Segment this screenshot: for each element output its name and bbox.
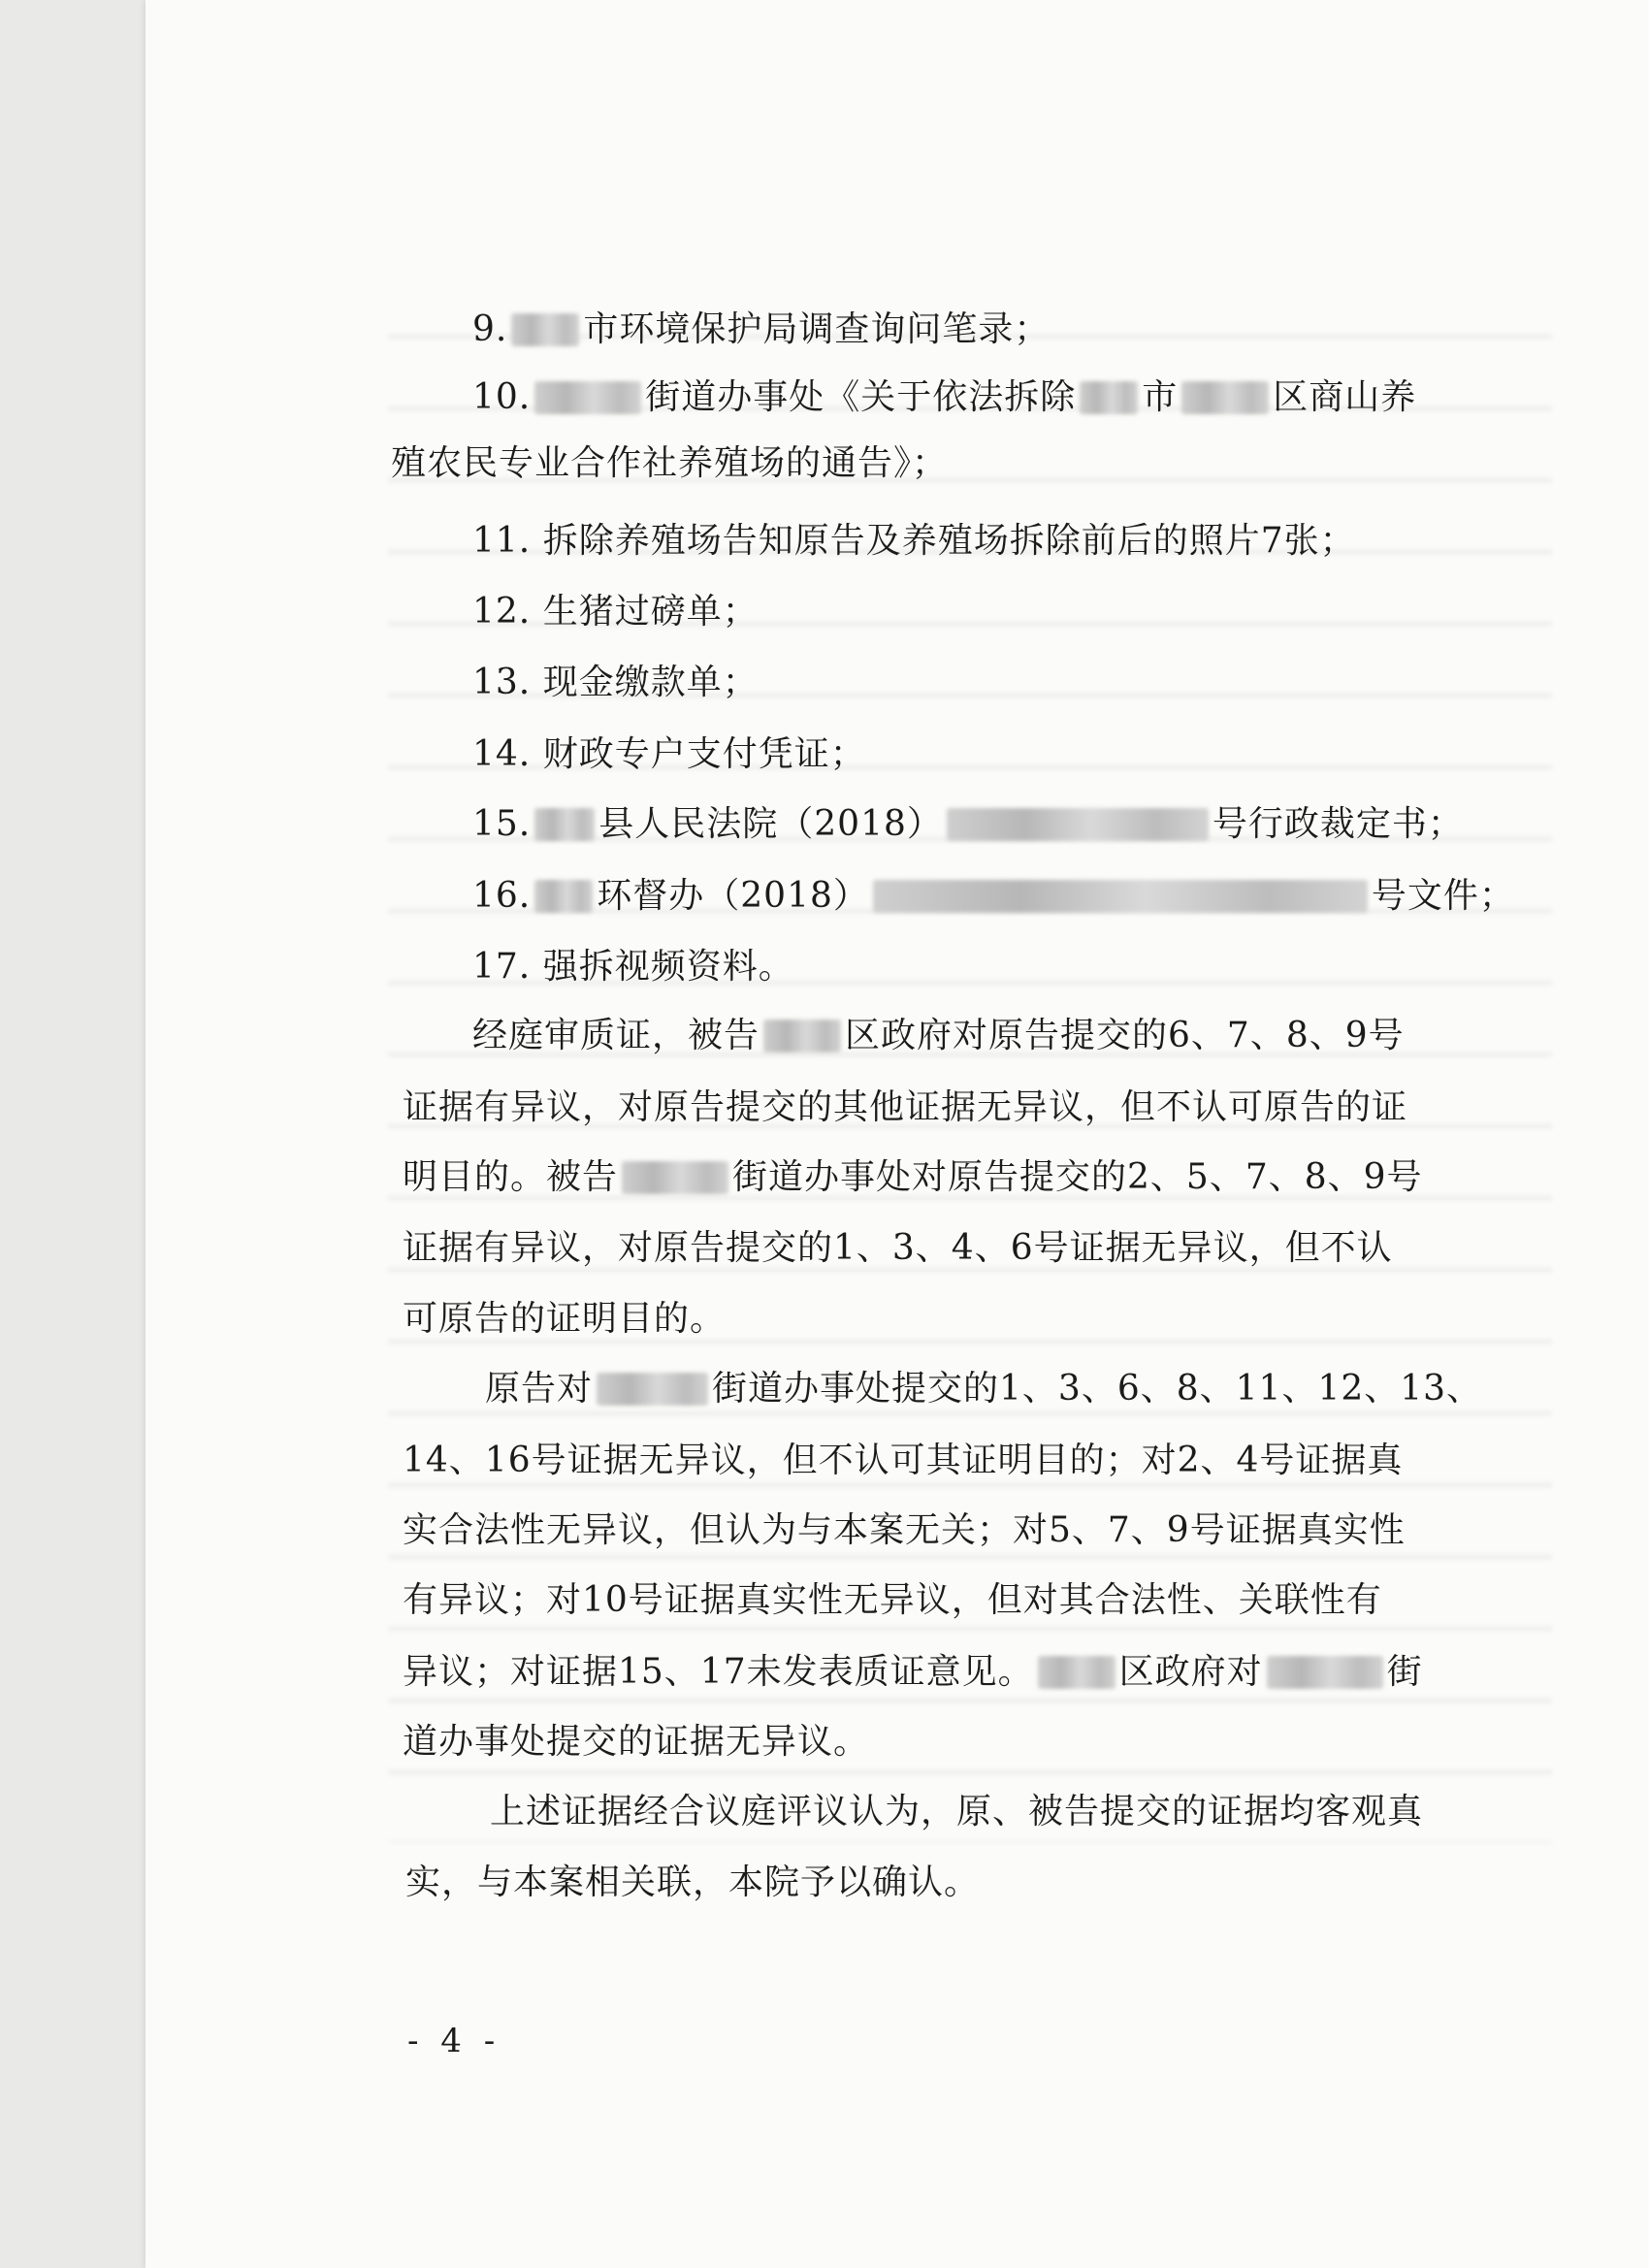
redaction <box>511 313 579 346</box>
paragraph-text: 区政府对原告提交的6、7、8、9号 <box>845 1016 1405 1055</box>
redaction <box>597 1373 708 1406</box>
list-item-9 <box>472 307 1050 353</box>
paragraph-text: 街道办事处对原告提交的2、5、7、8、9号 <box>732 1157 1423 1197</box>
item-number: 10. <box>472 377 532 417</box>
page-number: - 4 - <box>407 2022 501 2060</box>
paragraph-2-line-3 <box>403 1507 1406 1554</box>
paragraph-text: 证据有异议，对原告提交的其他证据无异议，但不认可原告的证 <box>403 1087 1408 1127</box>
paragraph-text: 异议；对证据15、17未发表质证意见。 <box>403 1652 1034 1692</box>
redaction <box>1267 1656 1383 1689</box>
item-number: 9. <box>472 309 508 349</box>
list-item-12 <box>472 589 759 635</box>
paragraph-text: 区政府对 <box>1118 1652 1263 1692</box>
paragraph-text: 实合法性无异议，但认为与本案无关；对5、7、9号证据真实性 <box>403 1510 1406 1550</box>
item-number: 16. <box>472 876 532 916</box>
paragraph-text: 原告对 <box>485 1369 594 1409</box>
paragraph-3-line-2 <box>405 1860 980 1906</box>
list-item-13 <box>472 660 759 706</box>
list-item-17 <box>472 944 794 990</box>
redaction <box>622 1161 728 1194</box>
redaction <box>1181 381 1269 414</box>
item-text: 12. 生猪过磅单； <box>472 592 759 632</box>
redaction <box>763 1020 841 1053</box>
paragraph-text: 实，与本案相关联，本院予以确认。 <box>405 1863 981 1902</box>
item-text: 市环境保护局调查询问笔录； <box>583 309 1051 349</box>
item-text: 殖农民专业合作社养殖场的通告》； <box>391 443 949 483</box>
item-text: 区商山养 <box>1273 377 1417 417</box>
paragraph-text: 街 <box>1386 1652 1423 1692</box>
list-item-10 <box>472 374 1416 421</box>
paragraph-text: 有异议；对10号证据真实性无异议，但对其合法性、关联性有 <box>403 1580 1382 1620</box>
paragraph-text: 街道办事处提交的1、3、6、8、11、12、13、 <box>712 1369 1483 1409</box>
item-text: 14. 财政专户支付凭证； <box>472 734 866 774</box>
paragraph-text: 14、16号证据无异议，但不认可其证明目的；对2、4号证据真 <box>403 1441 1404 1480</box>
item-text: 号文件； <box>1371 876 1515 916</box>
redaction <box>947 808 1209 841</box>
paragraph-1-line-4 <box>403 1225 1393 1272</box>
paragraph-3-line-1 <box>490 1789 1423 1835</box>
item-text: 13. 现金缴款单； <box>472 663 759 702</box>
paragraph-text: 道办事处提交的证据无异议。 <box>403 1722 870 1762</box>
list-item-14 <box>472 731 866 778</box>
list-item-10-continued <box>391 440 948 487</box>
paragraph-text: 可原告的证明目的。 <box>403 1299 727 1339</box>
paragraph-text: 证据有异议，对原告提交的1、3、4、6号证据无异议，但不认 <box>403 1228 1393 1268</box>
paragraph-text: 上述证据经合议庭评议认为，原、被告提交的证据均客观真 <box>490 1792 1424 1831</box>
redaction <box>1038 1656 1116 1689</box>
paragraph-1-line-1 <box>472 1013 1405 1059</box>
paragraph-2-line-2 <box>403 1438 1403 1484</box>
item-number: 15. <box>472 804 532 844</box>
list-item-15 <box>472 801 1464 848</box>
redaction <box>534 381 641 414</box>
item-text: 环督办（2018） <box>597 876 869 916</box>
paragraph-1-line-5 <box>403 1296 726 1343</box>
redaction <box>534 808 595 841</box>
list-item-16 <box>472 873 1515 920</box>
item-text: 街道办事处《关于依法拆除 <box>645 377 1077 417</box>
paragraph-text: 经庭审质证，被告 <box>472 1016 760 1055</box>
redaction <box>873 880 1368 913</box>
item-text: 县人民法院（2018） <box>598 804 943 844</box>
paragraph-2-line-5 <box>403 1649 1423 1696</box>
item-text: 17. 强拆视频资料。 <box>472 947 794 987</box>
paragraph-2-line-1 <box>485 1366 1482 1412</box>
paragraph-text: 明目的。被告 <box>403 1157 619 1197</box>
paragraph-1-line-3 <box>403 1154 1423 1201</box>
paragraph-2-line-6 <box>403 1719 869 1766</box>
item-text: 11. 拆除养殖场告知原告及养殖场拆除前后的照片7张； <box>472 521 1356 561</box>
item-text: 号行政裁定书； <box>1212 804 1464 844</box>
redaction <box>1080 381 1138 414</box>
redaction <box>534 880 593 913</box>
paragraph-1-line-2 <box>403 1085 1407 1131</box>
item-text: 市 <box>1142 377 1179 417</box>
list-item-11 <box>472 518 1356 565</box>
paragraph-2-line-4 <box>403 1577 1382 1624</box>
